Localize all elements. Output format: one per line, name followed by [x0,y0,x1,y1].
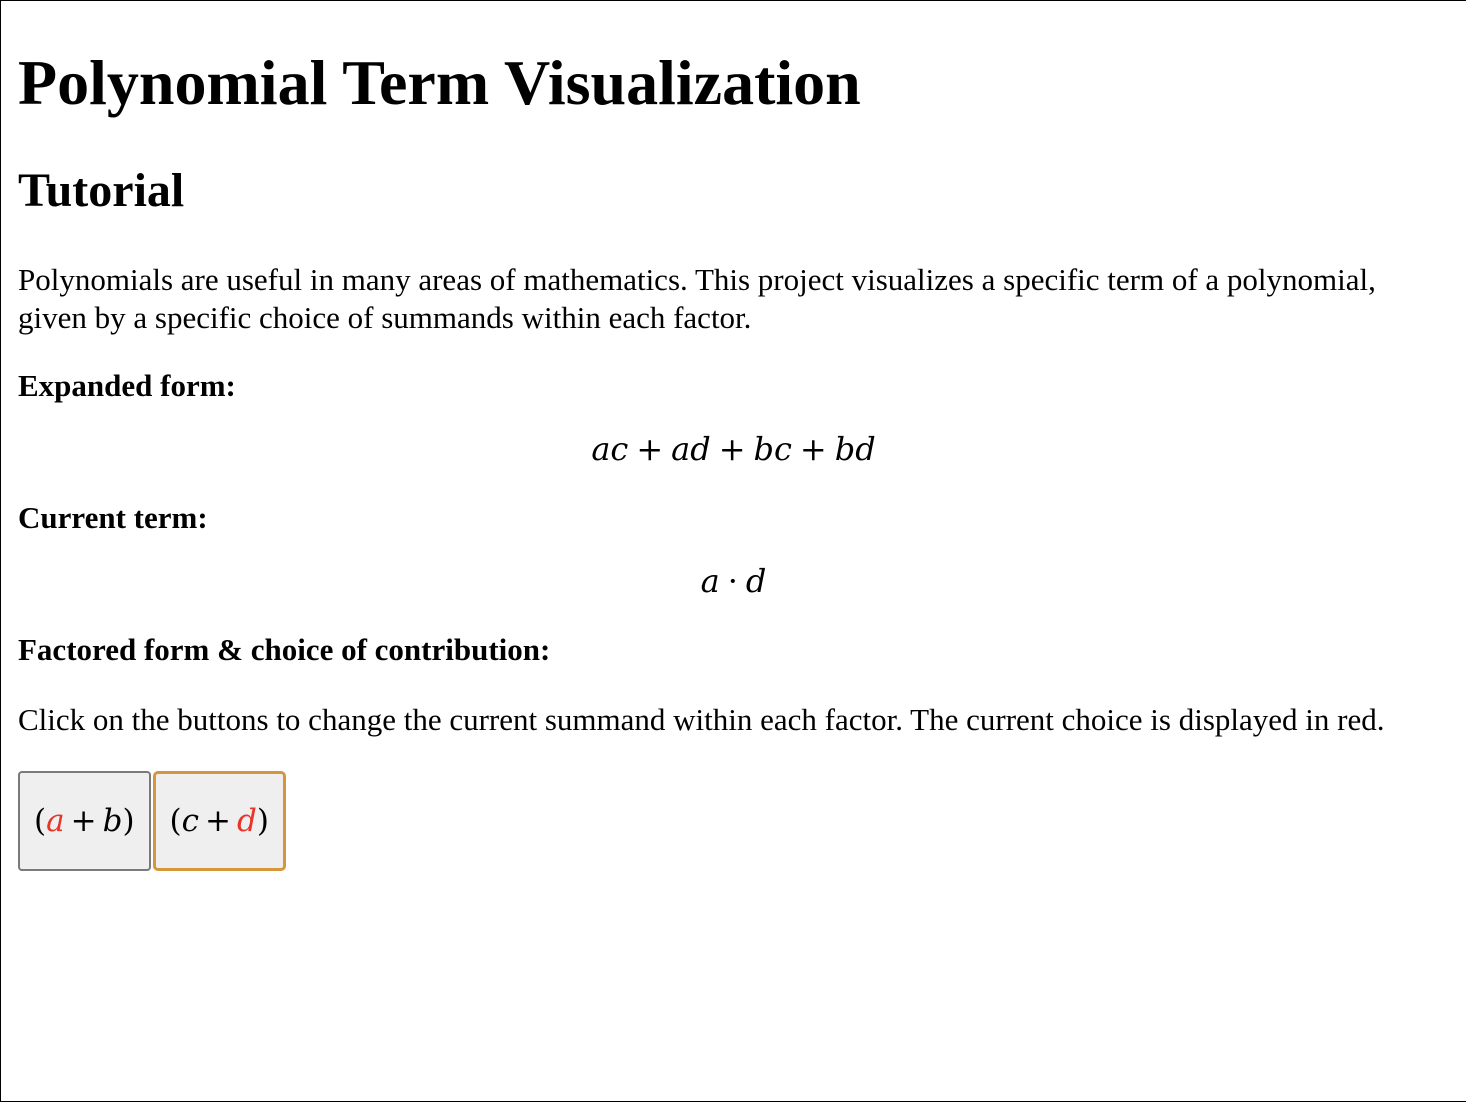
current-term-label: Current term: [18,500,208,535]
factored-form-label: Factored form & choice of contribution: [18,632,551,667]
expanded-form-expression [18,429,1449,469]
current-term-right: d [745,562,767,600]
factor-buttons [18,771,1449,871]
page-title: Polynomial Term Visualization [18,47,861,118]
expanded-term: ad [671,430,711,468]
summand-d: d [237,803,257,839]
close-paren: ) [122,803,135,839]
factor-button-ab[interactable] [18,771,151,871]
factor-button-cd[interactable] [153,771,286,871]
summand-a: a [46,803,65,839]
current-term-left: a [700,562,720,600]
close-paren: ) [256,803,269,839]
open-paren: ( [34,803,47,839]
expanded-term: ac [591,430,629,468]
tutorial-text: Polynomials are useful in many areas of mathematics. This project visualizes a specific term of a polynomial, given by a specific choice of summands within each factor. [18,262,1376,335]
summand-c: c [181,803,200,839]
summand-b: b [102,803,123,839]
open-paren: ( [169,803,182,839]
expanded-form-label: Expanded form: [18,368,236,403]
plus-operator: + [636,430,664,468]
expanded-term: bc [753,430,792,468]
plus-operator: + [799,430,827,468]
expanded-term: bd [834,430,876,468]
plus-operator: + [205,803,232,839]
plus-operator: + [718,430,746,468]
current-term-expression [18,561,1449,601]
instructions-text: Click on the buttons to change the current summand within each factor. The current choice is displayed in red. [18,702,1385,737]
dot-operator: · [727,562,738,600]
tutorial-heading: Tutorial [18,164,185,217]
plus-operator: + [70,803,97,839]
